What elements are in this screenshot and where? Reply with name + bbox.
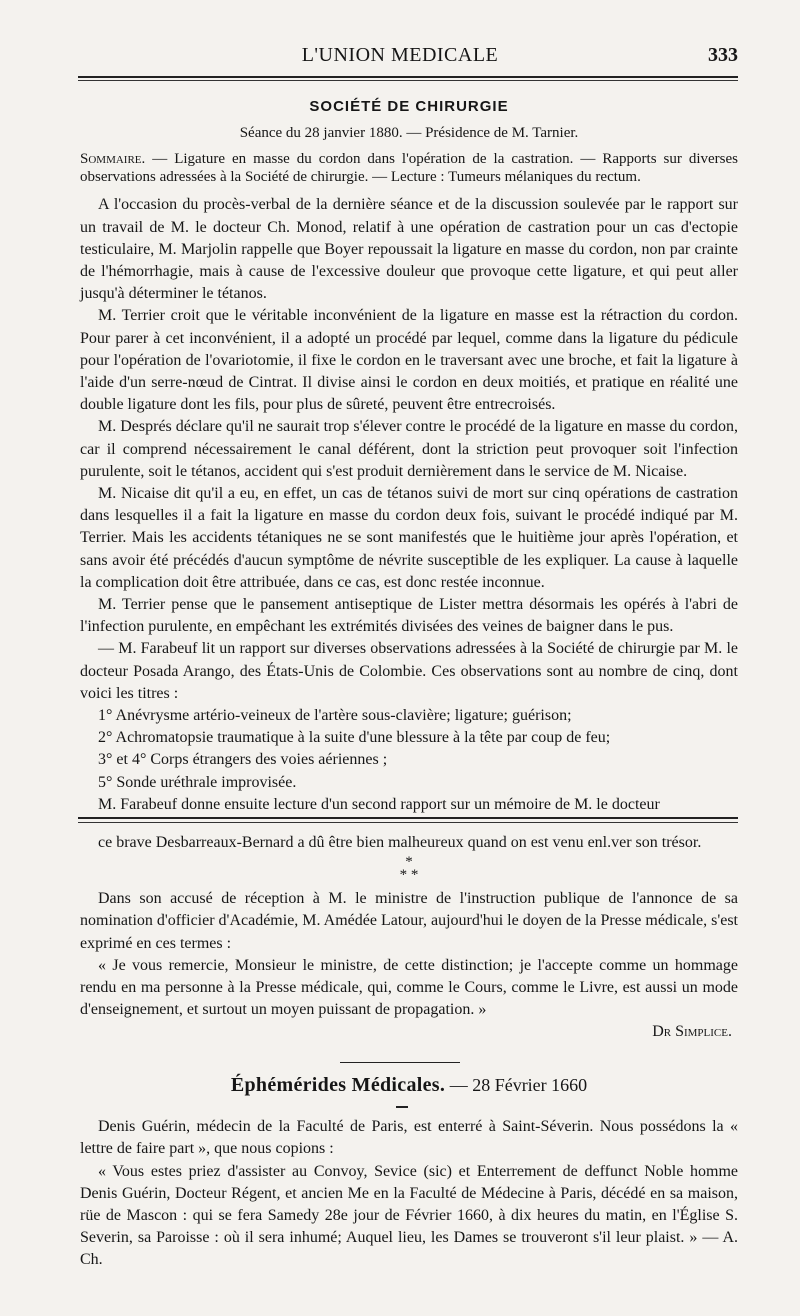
- ephemerides-heading: [80, 1074, 738, 1098]
- ornament-rule: [340, 1062, 460, 1063]
- section-divider-thin: [78, 822, 738, 823]
- paragraph: M. Nicaise dit qu'il a eu, en effet, un cas de tétanos suivi de mort sur cinq opérations de castration dans lesquelles il a fait la ligature en masse du cordon deux fois, suivant le procédé indiqué par M. Terrier. Mais les accidents tétaniques ne se sont manifestés que le huitième jour après l'opération, et sans avoir été précédés d'aucun symptôme de névrite susceptible de les expliquer. La cause à laquelle la complication doit être attribuée, dans ce cas, est donc restée inconnue.: [80, 485, 738, 591]
- journal-title: L'UNION MEDICALE: [301, 44, 499, 66]
- header-rule: [78, 76, 738, 78]
- quote-paragraph: « Je vous remercie, Monsieur le ministre, de cette distinction; je l'accepte comme un hommage rendu en ma personne à la Presse médicale, qui, comme le Cours, comme le Livre, est aussi un mode d'enseignement, et surtout un moyen puissant de propagation. »: [80, 956, 738, 1019]
- society-body: [80, 194, 738, 816]
- ephemerides-title: Éphémérides Médicales.: [230, 1074, 446, 1096]
- ornament-dash: [396, 1106, 408, 1108]
- paragraph: Dans son accusé de réception à M. le ministre de l'instruction publique de l'annonce de sa nomination d'officier d'Académie, M. Amédée Latour, aujourd'hui le doyen de la Presse médicale, s'est exprimé en ces termes :: [80, 890, 738, 952]
- sommaire-text: — Ligature en masse du cordon dans l'opération de la castration. — Rapports sur diverses observations adressées à la Société de chirurgie. — Lecture : Tumeurs mélaniques du rectum.: [80, 151, 738, 186]
- list-item: 5° Sonde uréthrale improvisée.: [98, 773, 297, 791]
- paragraph: M. Terrier croit que le véritable inconvénient de la ligature en masse est la rétraction du cordon. Pour parer à cet inconvénient, il a adopté un procédé par lequel, comme dans la ligature du pédicule pour l'opération de l'ovariotomie, il fixe le cordon en le traversant avec une broche, et fait la ligature à l'aide d'un serre-nœud de Cintrat. Il divise ainsi le cordon en deux moitiés, et pratique en réalité une double ligature dont les fils, pour plus de sûreté, peuvent être entrecroisés.: [80, 307, 738, 414]
- asterism-bottom: * *: [399, 867, 419, 884]
- quote-paragraph: « Vous estes priez d'assister au Convoy, Sevice (sic) et Enterrement de deffunct Noble homme Denis Guérin, Docteur Régent, et ancien Me en la Faculté de Médecine à Paris, décédé en sa maison, rüe de Mascon : qui se fera Samedy 28e jour de Février 1660, à dix heures du matin, en l'Église S. Severin, sa Paroisse : où il sera inhumé; Auquel lieu, les Dames se trouveront s'il leur plaist. » — A. Ch.: [80, 1162, 738, 1269]
- seance-line: Séance du 28 janvier 1880. — Présidence de M. Tarnier.: [239, 125, 579, 142]
- simplice-section: [80, 832, 738, 1044]
- paragraph: A l'occasion du procès-verbal de la dernière séance et de la discussion soulevée par le rapport sur un travail de M. le docteur Ch. Monod, relatif à une opération de castration pour un cas d'ectopie testiculaire, M. Marjolin rappelle que Boyer repoussait la ligature en masse du cordon, non par crainte de l'hémorrhagie, mais à cause de l'excessive douleur que provoque cette ligature, et qui peut aller jusqu'à déterminer le tétanos.: [80, 196, 738, 303]
- sommaire: [80, 150, 738, 186]
- paragraph: M. Després déclare qu'il ne saurait trop s'élever contre le procédé de la ligature en masse du cordon, car il comprend nécessairement le canal déférent, dont la striction peut provoquer soit l'infection purulente, soit le tétanos, accident qui s'est produit dernièrement dans le service de M. Nicaise.: [80, 418, 738, 480]
- spacer: [80, 1098, 738, 1116]
- section-title: SOCIÉTÉ DE CHIRURGIE: [309, 98, 509, 115]
- paragraph: — M. Farabeuf lit un rapport sur diverses observations adressées à la Société de chirurgie par M. le docteur Posada Arango, des États-Unis de Colombie. Ces observations sont au nombre de cinq, dont voici les titres :: [80, 640, 738, 702]
- asterism-top: *: [405, 854, 413, 871]
- list-item: 2° Achromatopsie traumatique à la suite d'une blessure à la tête par coup de feu;: [98, 729, 611, 747]
- header-rule-thin: [78, 80, 738, 81]
- section-divider: [78, 817, 738, 819]
- observation-list: [80, 705, 738, 794]
- signature: Dr Simplice.: [652, 1023, 732, 1041]
- sommaire-label: Sommaire.: [80, 151, 146, 168]
- paragraph: M. Terrier pense que le pansement antiseptique de Lister mettra désormais les opérés à l'abri de l'infection purulente, en empêchant les extrémités divisées des veines de baigner dans le pus.: [80, 596, 738, 636]
- paragraph: Denis Guérin, médecin de la Faculté de Paris, est enterré à Saint-Séverin. Nous possédons la « lettre de faire part », que nous copions :: [80, 1118, 738, 1158]
- society-section: [80, 96, 738, 816]
- paragraph: M. Farabeuf donne ensuite lecture d'un second rapport sur un mémoire de M. le docteur: [98, 795, 660, 813]
- continuation-paragraph: ce brave Desbarreaux-Bernard a dû être bien malheureux quand on est venu enl.ver son trésor.: [98, 834, 702, 851]
- ephemerides-section: [80, 1074, 738, 1272]
- list-item: 1° Anévrysme artério-veineux de l'artère sous-clavière; ligature; guérison;: [98, 707, 572, 725]
- ephemerides-date: — 28 Février 1660: [445, 1075, 588, 1095]
- list-item: 3° et 4° Corps étrangers des voies aériennes ;: [98, 751, 388, 769]
- page-number: 333: [708, 44, 738, 66]
